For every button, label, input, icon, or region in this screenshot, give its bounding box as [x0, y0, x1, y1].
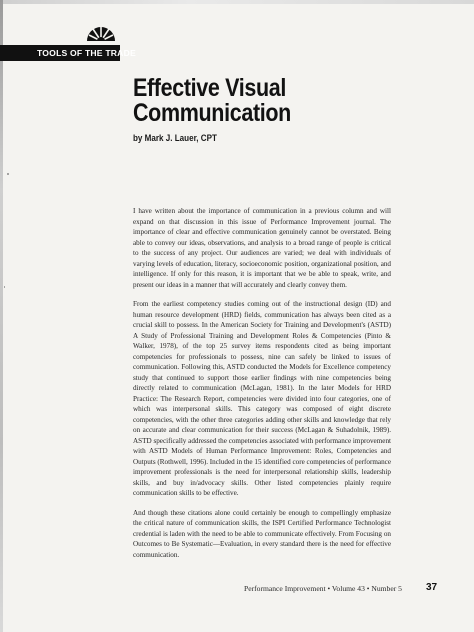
- article-byline: by Mark J. Lauer, CPT: [133, 133, 217, 144]
- body-paragraph: I have written about the importance of communication in a previous column and will expand on that discussion in this issue of Performance Improvement journal. The importance of clear and effective communication genuinely cannot be overstated. Being able to convey our ideas, observations, and analysis to a broad range of people is critical to the success of any project. Our audiences are varied; we deal with individuals of varying levels of education, literacy, socioeconomic position, organizational position, and intelligence. If only for this reason, it is important that we be able to speak, write, and present our ideas in a manner that will accurately and clearly convey them.: [133, 207, 391, 289]
- scan-speck: [7, 173, 9, 175]
- body-paragraph: From the earliest competency studies coming out of the instructional design (ID) and human resource development (HRD) fields, communication has always been cited as a crucial skill to possess. In the American Society for Training and Development's (ASTD) A Study of Professional Training and Development Roles & Competencies (Pinto & Walker, 1978), of the top 25 survey items respondents cited as being important competencies for professionals to possess, nine can safely be linked to issues of communication. Following this, ASTD conducted the Models for Excellence competency study that continued to support those earlier findings with nine competencies being directly related to communication (McLagan, 1981). In the later Models for HRD Practice: The Research Report, competencies were divided into four categories, one of which was interpersonal skills. This category was composed of eight discrete competencies, with the other three categories adding other skills and knowledge that rely on accurate and clear communication for their success (McLagan & Suhadolnik, 1989). ASTD specifically addressed the competencies associated with performance improvement with ASTD Models of Human Performance Improvement: Roles, Competencies and Outputs (Rothwell, 1996). Included in the 15 identified core competencies of performance improvement professionals is the need for interpersonal relationship skills, leadership skills, and buy in/advocacy skills. Other listed competencies plainly require communication skills to be effective.: [133, 300, 391, 497]
- scan-edge-top: [0, 0, 474, 4]
- scan-edge-left: [0, 0, 3, 632]
- title-line-1: Effective Visual: [133, 74, 287, 102]
- page-number: 37: [426, 582, 438, 593]
- scan-speck: [4, 286, 5, 288]
- article-title: [133, 76, 391, 126]
- body-paragraph: And though these citations alone could certainly be enough to compellingly emphasize the critical nature of communication skills, the ISPI Certified Performance Technologist credential is laden with the need to be able to communicate effectively. From Focusing on Outcomes to Be Systematic—Evaluation, in every standard there is the need for effective communication.: [133, 508, 391, 559]
- article-body: [133, 206, 391, 569]
- sunburst-logo-icon: [84, 14, 118, 42]
- section-label: TOOLS OF THE TRADE: [0, 45, 120, 61]
- title-line-2: Communication: [133, 99, 291, 127]
- journal-info: Performance Improvement • Volume 43 • Number 5: [244, 584, 402, 593]
